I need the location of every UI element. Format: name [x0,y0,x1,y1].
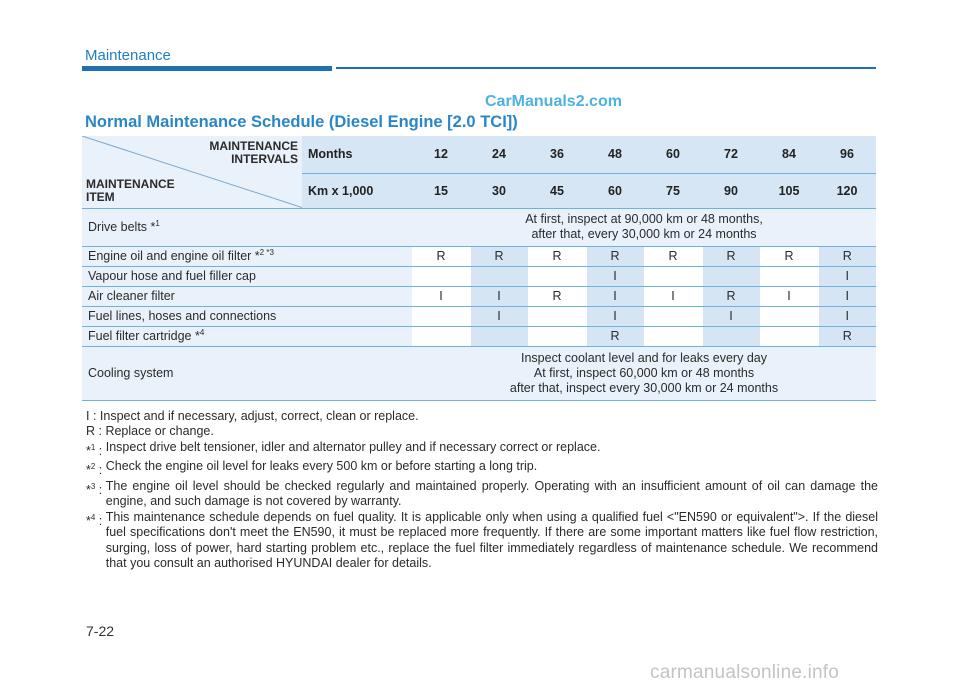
maintenance-item: Fuel filter cartridge *$^4$ [82,326,412,346]
interval-mark [412,266,470,286]
interval-mark [528,306,586,326]
interval-mark: I [644,286,702,306]
corner-intervals-label: MAINTENANCE INTERVALS [209,139,298,166]
interval-mark: I [586,266,644,286]
footnote: I : Inspect and if necessary, adjust, correct, clean or replace. [86,409,419,423]
interval-mark [760,326,818,346]
interval-mark: R [760,246,818,266]
km-value: 75 [644,173,702,208]
corner-item-label: MAINTENANCE ITEM [86,176,175,204]
months-label: Months [302,136,412,173]
interval-mark: R [818,246,876,266]
interval-mark: I [818,266,876,286]
interval-mark: R [528,286,586,306]
interval-mark: R [702,286,760,306]
maintenance-schedule-table [82,136,876,401]
table-row [82,286,876,306]
months-value: 96 [818,136,876,173]
km-value: 90 [702,173,760,208]
footnote: *$^4$ : This maintenance schedule depends on fuel quality. It is applicable only when using a qualified fuel <"EN590 or equivalent">. If the diesel fuel specifications don't meet the EN590, it must be replaced more frequently. If there are some important matters like fuel flow restriction, surging, loss of power, hard starting problem etc., replace the fuel filter immediately regardless of maintenance schedule. We recommend that you consult an authorised HYUNDAI dealer for details. [86,509,878,570]
footnote: *$^3$ : The engine oil level should be checked regularly and maintained properly. Operating with an insufficient amount of oil can damage the engine, and such damage is not covered by warranty. [86,478,878,509]
interval-mark [528,266,586,286]
table-row [82,246,876,266]
page-number: 7-22 [86,623,115,639]
months-value: 84 [760,136,818,173]
table-row [82,208,876,246]
km-value: 105 [760,173,818,208]
interval-mark [412,326,470,346]
km-value: 60 [586,173,644,208]
interval-mark [644,306,702,326]
interval-mark [702,266,760,286]
interval-mark: I [470,306,528,326]
table-row [82,266,876,286]
km-label: Km x 1,000 [302,173,412,208]
interval-note: At first, inspect at 90,000 km or 48 months, after that, every 30,000 km or 24 months [412,208,876,246]
interval-mark [470,326,528,346]
interval-mark: I [586,306,644,326]
table-row [82,346,876,400]
maintenance-item: Drive belts *$^1$ [82,208,412,246]
section-rule-thick [82,66,332,71]
table-row [82,326,876,346]
interval-mark: I [760,286,818,306]
interval-mark [644,326,702,346]
table-corner-header [82,136,302,208]
footnote: *$^2$ : Check the engine oil level for leaks every 500 km or before starting a long trip. [86,459,538,478]
interval-mark: I [586,286,644,306]
page-heading: Normal Maintenance Schedule (Diesel Engine [2.0 TCI]) [85,113,518,131]
watermark-logo: CarManuals2.com [485,93,622,110]
table-row [82,306,876,326]
interval-mark: I [702,306,760,326]
interval-mark [760,266,818,286]
interval-mark: I [470,286,528,306]
months-value: 36 [528,136,586,173]
section-title: Maintenance [85,47,171,64]
km-value: 120 [818,173,876,208]
km-value: 15 [412,173,470,208]
maintenance-item: Air cleaner filter [82,286,412,306]
km-value: 45 [528,173,586,208]
interval-mark [644,266,702,286]
months-value: 12 [412,136,470,173]
interval-mark: R [702,246,760,266]
maintenance-item: Fuel lines, hoses and connections [82,306,412,326]
interval-mark [470,266,528,286]
km-value: 30 [470,173,528,208]
maintenance-item: Engine oil and engine oil filter *$^{2 *3}$ [82,246,412,266]
interval-mark: R [586,246,644,266]
interval-mark: R [644,246,702,266]
interval-mark [412,306,470,326]
footnotes [86,409,878,571]
footnote: *$^1$ : Inspect drive belt tensioner, idler and alternator pulley and if necessary correct or replace. [86,439,601,458]
months-value: 48 [586,136,644,173]
interval-mark: R [470,246,528,266]
interval-mark: I [818,286,876,306]
interval-mark [528,326,586,346]
months-value: 24 [470,136,528,173]
interval-mark: R [586,326,644,346]
footnote: R : Replace or change. [86,424,214,439]
interval-mark: R [412,246,470,266]
months-value: 60 [644,136,702,173]
interval-mark: R [818,326,876,346]
interval-mark [702,326,760,346]
maintenance-item: Vapour hose and fuel filler cap [82,266,412,286]
interval-mark [760,306,818,326]
interval-mark: I [412,286,470,306]
interval-mark: I [818,306,876,326]
months-value: 72 [702,136,760,173]
section-rule-thin [336,67,876,69]
maintenance-item: Cooling system [82,346,412,400]
interval-mark: R [528,246,586,266]
interval-note: Inspect coolant level and for leaks every day At first, inspect 60,000 km or 48 months after that, inspect every 30,000 km or 24 months [412,346,876,400]
site-watermark: carmanualsonline.info [650,662,840,683]
